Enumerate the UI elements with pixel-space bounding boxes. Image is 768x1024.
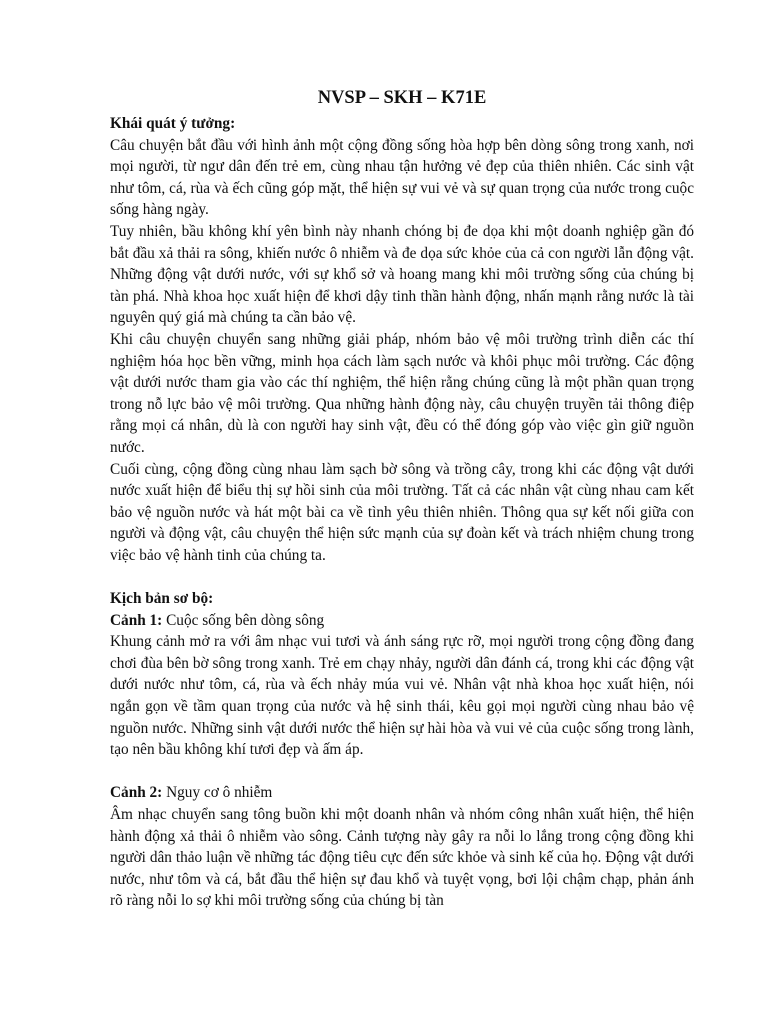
script-heading: Kịch bản sơ bộ: (110, 590, 214, 608)
overview-paragraph: Câu chuyện bắt đầu với hình ảnh một cộng đồng sống hòa hợp bên dòng sông trong xanh, nơi mọi người, từ ngư dân đến trẻ em, cùng nhau tận hưởng vẻ đẹp của thiên nhiên. Các sinh vật như tôm, cá, rùa và ếch cũng góp mặt, thể hiện sự vui vẻ và sự quan trọng của nước trong cuộc sống hàng ngày. (110, 136, 694, 219)
overview-paragraph: Cuối cùng, cộng đồng cùng nhau làm sạch bờ sông và trồng cây, trong khi các động vật dưới nước xuất hiện để biểu thị sự hồi sinh của môi trường. Tất cả các nhân vật cùng nhau cam kết bảo vệ nguồn nước và hát một bài ca về tình yêu thiên nhiên. Thông qua sự kết nối giữa con người và động vật, câu chuyện thể hiện sức mạnh của sự đoàn kết và trách nhiệm chung trong việc bảo vệ hành tinh của chúng ta. (110, 460, 694, 564)
scene-1-title (110, 610, 694, 632)
overview-heading: Khái quát ý tưởng: (110, 115, 236, 132)
scene-2-label: Cảnh 2: (110, 784, 163, 802)
document-title: NVSP – SKH – K71E (317, 88, 487, 108)
overview-paragraph: Tuy nhiên, bầu không khí yên bình này nhanh chóng bị đe dọa khi một doanh nghiệp gần đó bắt đầu xả thải ra sông, khiến nước ô nhiễm và đe dọa sức khỏe của cả con người lẫn động vật. Những động vật dưới nước, với sự khổ sở và hoang mang khi môi trường sống của chúng bị tàn phá. Nhà khoa học xuất hiện để khơi dậy tinh thần hành động, nhấn mạnh rằng nước là tài nguyên quý giá mà chúng ta cần bảo vệ. (110, 222, 694, 327)
scene-2-title (110, 782, 694, 804)
spacer (110, 566, 694, 588)
document-page (110, 86, 694, 912)
scene-2-text: Âm nhạc chuyển sang tông buồn khi một doanh nhân và nhóm công nhân xuất hiện, thể hiện hành động xả thải ô nhiễm vào sông. Cảnh tượng này gây ra nỗi lo lắng trong cộng đồng khi người dân thảo luận về những tác động tiêu cực đến sức khỏe và sinh kế của họ. Động vật dưới nước, như tôm và cá, bắt đầu thể hiện sự đau khổ và tuyệt vọng, bơi lội chậm chạp, phản ánh rõ ràng nỗi lo sợ khi môi trường sống của chúng bị tàn (110, 806, 694, 910)
scene-1-name: Cuộc sống bên dòng sông (162, 611, 325, 629)
spacer (110, 761, 694, 783)
scene-1-label: Cảnh 1: (110, 611, 163, 629)
overview-paragraph: Khi câu chuyện chuyển sang những giải pháp, nhóm bảo vệ môi trường trình diễn các thí nghiệm hóa học bền vững, minh họa cách làm sạch nước và khôi phục môi trường. Các động vật dưới nước tham gia vào các thí nghiệm, thể hiện rằng chúng cũng là một phần quan trọng trong nỗ lực bảo vệ môi trường. Qua những hành động này, câu chuyện truyền tải thông điệp rằng mọi cá nhân, dù là con người hay sinh vật, đều có thể đóng góp vào việc gìn giữ nguồn nước. (110, 330, 694, 456)
scene-2-name: Nguy cơ ô nhiễm (162, 784, 273, 802)
scene-1-text: Khung cảnh mở ra với âm nhạc vui tươi và ánh sáng rực rỡ, mọi người trong cộng đồng đang chơi đùa bên bờ sông trong xanh. Trẻ em chạy nhảy, người dân đánh cá, trong khi các động vật dưới nước như tôm, cá, rùa và ếch nhảy múa vui vẻ. Nhân vật nhà khoa học xuất hiện, nói ngắn gọn về tầm quan trọng của nước và hệ sinh thái, kêu gọi mọi người cùng nhau bảo vệ nguồn nước. Những sinh vật dưới nước thể hiện sự hài hòa và vui vẻ của cuộc sống trong lành, tạo nên bầu không khí tươi đẹp và ấm áp. (110, 633, 694, 759)
